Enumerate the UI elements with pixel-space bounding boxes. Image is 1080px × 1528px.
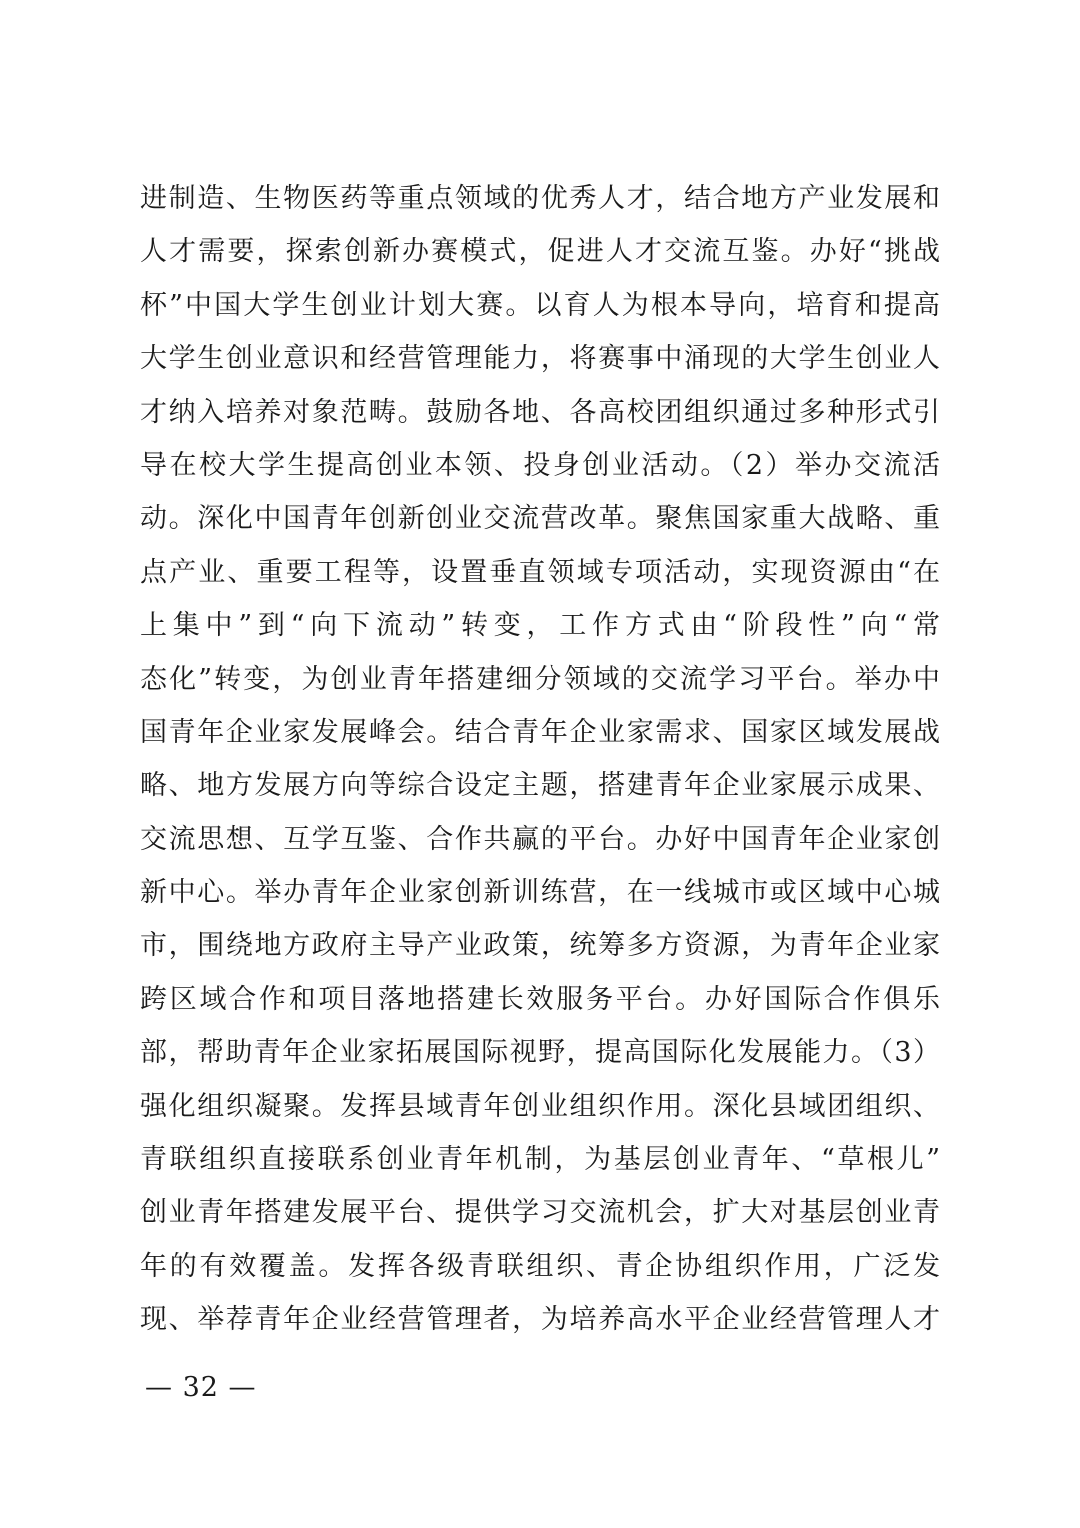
- text-line: 动。深化中国青年创新创业交流营改革。聚焦国家重大战略、重: [140, 503, 940, 535]
- page-number: — 32 —: [145, 1372, 257, 1403]
- text-line: 上集中”到“向下流动”转变，工作方式由“阶段性”向“常: [140, 610, 940, 642]
- text-line: 人才需要，探索创新办赛模式，促进人才交流互鉴。办好“挑战: [140, 236, 940, 268]
- text-line: 导在校大学生提高创业本领、投身创业活动。（2）举办交流活: [140, 449, 940, 481]
- text-line: 点产业、重要工程等，设置垂直领域专项活动，实现资源由“在: [140, 556, 940, 588]
- text-line: 青联组织直接联系创业青年机制，为基层创业青年、“草根儿”: [140, 1144, 940, 1176]
- text-line: 交流思想、互学互鉴、合作共赢的平台。办好中国青年企业家创: [140, 823, 940, 855]
- text-line: 部，帮助青年企业家拓展国际视野，提高国际化发展能力。（3）: [140, 1037, 940, 1069]
- text-line: 年的有效覆盖。发挥各级青联组织、青企协组织作用，广泛发: [140, 1250, 940, 1282]
- text-line: 强化组织凝聚。发挥县域青年创业组织作用。深化县域团组织、: [140, 1090, 940, 1122]
- text-line: 略、地方发展方向等综合设定主题，搭建青年企业家展示成果、: [140, 770, 940, 802]
- text-line: 现、举荐青年企业经营管理者，为培养高水平企业经营管理人才: [140, 1304, 940, 1336]
- text-line: 才纳入培养对象范畴。鼓励各地、各高校团组织通过多种形式引: [140, 396, 940, 428]
- text-line: 杯”中国大学生创业计划大赛。以育人为根本导向，培育和提高: [140, 289, 940, 321]
- text-line: 市，围绕地方政府主导产业政策，统筹多方资源，为青年企业家: [140, 930, 940, 962]
- text-line: 国青年企业家发展峰会。结合青年企业家需求、国家区域发展战: [140, 716, 940, 748]
- text-line: 新中心。举办青年企业家创新训练营，在一线城市或区域中心城: [140, 877, 940, 909]
- text-line: 进制造、生物医药等重点领域的优秀人才，结合地方产业发展和: [140, 183, 940, 214]
- text-line: 大学生创业意识和经营管理能力，将赛事中涌现的大学生创业人: [140, 343, 940, 375]
- text-line: 跨区域合作和项目落地搭建长效服务平台。办好国际合作俱乐: [140, 983, 940, 1015]
- body-text: [140, 172, 940, 1347]
- text-line: 创业青年搭建发展平台、提供学习交流机会，扩大对基层创业青: [140, 1197, 940, 1229]
- text-line: 态化”转变，为创业青年搭建细分领域的交流学习平台。举办中: [140, 663, 940, 695]
